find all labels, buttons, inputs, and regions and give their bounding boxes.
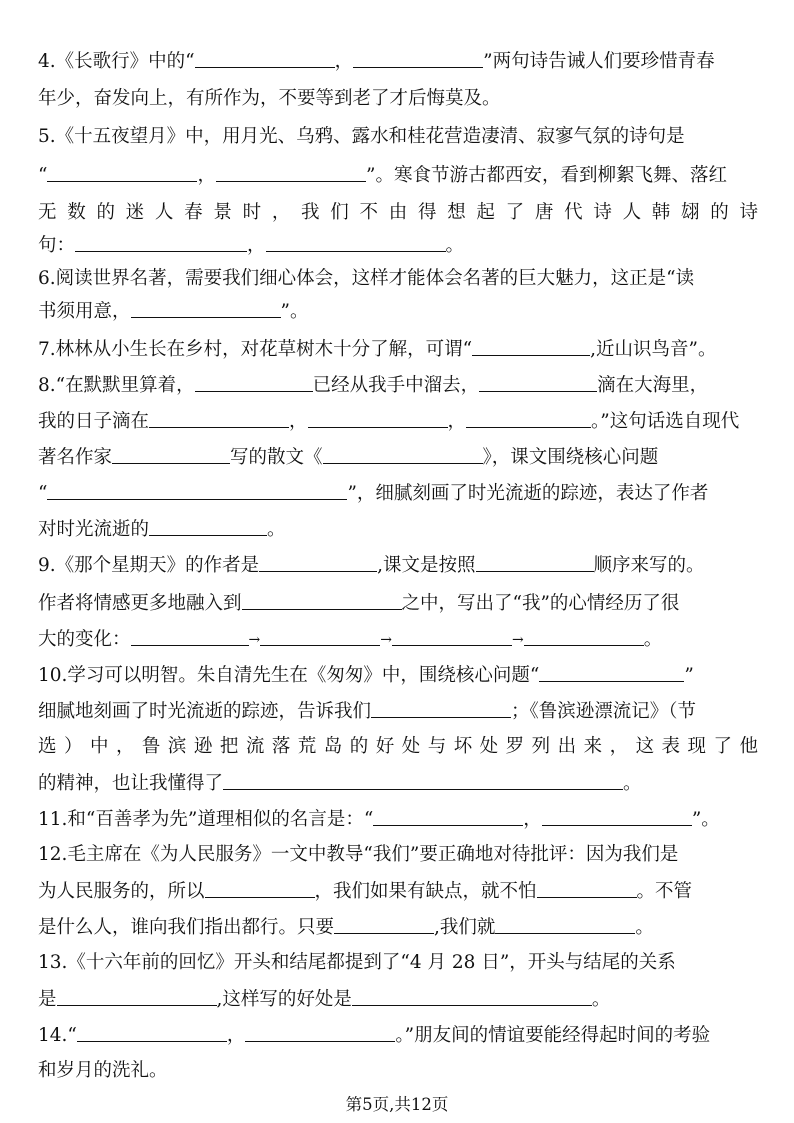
answer-blank[interactable] [195, 48, 335, 68]
text: 是 [38, 989, 57, 1010]
answer-blank[interactable] [260, 626, 380, 646]
question-9-line-1 [38, 552, 758, 578]
text: 。 [267, 519, 286, 540]
question-11-line-1 [38, 806, 758, 832]
text: 》，课文围绕核心问题 [482, 447, 659, 468]
question-7-line-1 [38, 336, 758, 362]
text: ”。 [691, 809, 720, 830]
answer-blank[interactable] [476, 552, 594, 572]
text: ， [523, 809, 542, 830]
text: ， [447, 411, 467, 432]
text: ”两句诗告诫人们要珍惜青春 [483, 51, 715, 72]
answer-blank[interactable] [524, 626, 644, 646]
question-4-line-2: 年少，奋发向上，有所作为，不要等到老了才后悔莫及。 [38, 88, 501, 109]
text: 对时光流逝的 [38, 519, 150, 540]
answer-blank[interactable] [266, 232, 446, 252]
text: 细腻地刻画了时光流逝的踪迹，告诉我们 [38, 701, 372, 722]
text: 14.“ [38, 1025, 77, 1046]
text: ， [197, 165, 216, 186]
question-5-line-3: 无数的迷人春景时，我们不由得想起了唐代诗人韩翃的诗 [38, 202, 758, 223]
answer-blank[interactable] [47, 480, 347, 500]
text: ， [247, 235, 266, 256]
question-12-line-1: 12.毛主席在《为人民服务》一文中教导“我们”要正确地对待批评：因为我们是 [38, 844, 679, 865]
text: 。 [623, 773, 642, 794]
text: 已经从我手中溜去， [312, 375, 480, 396]
question-14-line-1 [38, 1022, 758, 1048]
answer-blank[interactable] [542, 806, 692, 826]
question-10-line-1 [38, 662, 758, 688]
text: 4.《长歌行》中的“ [38, 51, 195, 72]
text: 。 [445, 235, 465, 256]
text: 。 [635, 917, 654, 938]
answer-blank[interactable] [47, 162, 197, 182]
text: 。”朋友间的情谊要能经得起时间的考验 [395, 1025, 711, 1046]
question-13-line-1: 13.《十六年前的回忆》开头和结尾都提到了“4 月 28 日”，开头与结尾的关系 [38, 952, 676, 973]
text: ” [684, 665, 694, 686]
text: 11.和“百善孝为先”道理相似的名言是：“ [38, 809, 374, 830]
answer-blank[interactable] [223, 770, 623, 790]
question-4-line-1 [38, 48, 758, 74]
answer-blank[interactable] [216, 162, 366, 182]
answer-blank[interactable] [466, 408, 591, 428]
text: ， [226, 1025, 246, 1046]
text: 是什么人，谁向我们指出都行。只要 [38, 917, 335, 938]
question-5-line-4 [38, 232, 758, 258]
text: 的精神，也让我懂得了 [38, 773, 224, 794]
text: ,课文是按照 [377, 555, 476, 576]
answer-blank[interactable] [308, 408, 448, 428]
answer-blank[interactable] [537, 878, 637, 898]
answer-blank[interactable] [245, 1022, 395, 1042]
answer-blank[interactable] [479, 372, 597, 392]
text: ,我们就 [434, 917, 496, 938]
question-12-line-3 [38, 914, 758, 940]
answer-blank[interactable] [195, 372, 313, 392]
text: ”，细腻刻画了时光流逝的踪迹，表达了作者 [347, 483, 709, 504]
question-8-line-3 [38, 444, 758, 470]
text: 。”这句话选自现代 [591, 411, 740, 432]
question-5-line-2 [38, 162, 758, 188]
question-13-line-2 [38, 986, 758, 1012]
answer-blank[interactable] [539, 662, 684, 682]
text: “ [38, 483, 48, 504]
answer-blank[interactable] [353, 48, 483, 68]
text: 7.林林从小生长在乡村，对花草树木十分了解，可谓“ [38, 339, 473, 360]
text: 顺序来写的。 [593, 555, 705, 576]
text: 之中，写出了“我”的心情经历了很 [401, 593, 680, 614]
text: 著名作家 [38, 447, 113, 468]
answer-blank[interactable] [57, 986, 217, 1006]
page-number: 第5页,共12页 [345, 1095, 449, 1114]
answer-blank[interactable] [371, 698, 511, 718]
text: ， [334, 51, 354, 72]
text: 9.《那个星期天》的作者是 [38, 555, 260, 576]
question-8-line-4 [38, 480, 758, 506]
text: 滴在大海里， [597, 375, 709, 396]
question-8-line-2 [38, 408, 758, 434]
question-9-line-2 [38, 590, 758, 616]
text: 。不管 [636, 881, 693, 902]
text: ,这样写的好处是 [216, 989, 352, 1010]
answer-blank[interactable] [131, 626, 249, 646]
answer-blank[interactable] [323, 444, 483, 464]
text: ”。寒食节游古都西安，看到柳絮飞舞、落红 [365, 165, 727, 186]
text: “ [38, 165, 48, 186]
question-9-line-3 [38, 626, 758, 652]
question-8-line-1 [38, 372, 758, 398]
text: ，我们如果有缺点，就不怕 [314, 881, 537, 902]
text: ,近山识鸟音”。 [590, 339, 717, 360]
text: 8.“在默默里算着， [38, 375, 195, 396]
question-5-line-1: 5.《十五夜望月》中，用月光、乌鸦、露水和桂花营造凄清、寂寥气氛的诗句是 [38, 126, 685, 147]
answer-blank[interactable] [77, 1022, 227, 1042]
answer-blank[interactable] [112, 444, 230, 464]
arrow-icon: → [511, 632, 524, 648]
text: 。 [643, 629, 663, 650]
text: 句： [38, 235, 76, 256]
text: 10.学习可以明智。朱自清先生在《匆匆》中，围绕核心问题“ [38, 665, 540, 686]
question-6-line-1: 6.阅读世界名著，需要我们细心体会，这样才能体会名著的巨大魅力，这正是“读 [38, 268, 695, 289]
question-10-line-3: 选）中，鲁滨逊把流落荒岛的好处与坏处罗列出来，这表现了他 [38, 736, 758, 757]
answer-blank[interactable] [149, 408, 289, 428]
text: ， [289, 411, 308, 432]
answer-blank[interactable] [259, 552, 377, 572]
question-6-line-2 [38, 298, 758, 324]
answer-blank[interactable] [495, 914, 635, 934]
answer-blank[interactable] [392, 626, 512, 646]
text: 大的变化： [38, 629, 131, 650]
question-14-line-2: 和岁月的洗礼。 [38, 1060, 168, 1081]
answer-blank[interactable] [373, 806, 523, 826]
answer-blank[interactable] [472, 336, 590, 356]
arrow-icon: → [248, 632, 261, 648]
text: 我的日子滴在 [38, 411, 150, 432]
question-8-line-5 [38, 516, 758, 542]
text: ；《鲁滨逊漂流记》（节 [511, 701, 697, 722]
text: 写的散文《 [230, 447, 323, 468]
text: 为人民服务的，所以 [38, 881, 205, 902]
text: 书须用意， [38, 301, 131, 322]
answer-blank[interactable] [75, 232, 247, 252]
text: ”。 [280, 301, 309, 322]
answer-blank[interactable] [242, 590, 402, 610]
text: 作者将情感更多地融入到 [38, 593, 242, 614]
answer-blank[interactable] [131, 298, 281, 318]
question-10-line-2 [38, 698, 758, 724]
arrow-icon: → [380, 632, 392, 648]
question-10-line-4 [38, 770, 758, 796]
answer-blank[interactable] [334, 914, 434, 934]
question-12-line-2 [38, 878, 758, 904]
answer-blank[interactable] [205, 878, 315, 898]
answer-blank[interactable] [149, 516, 267, 536]
text: 。 [591, 989, 611, 1010]
answer-blank[interactable] [352, 986, 592, 1006]
